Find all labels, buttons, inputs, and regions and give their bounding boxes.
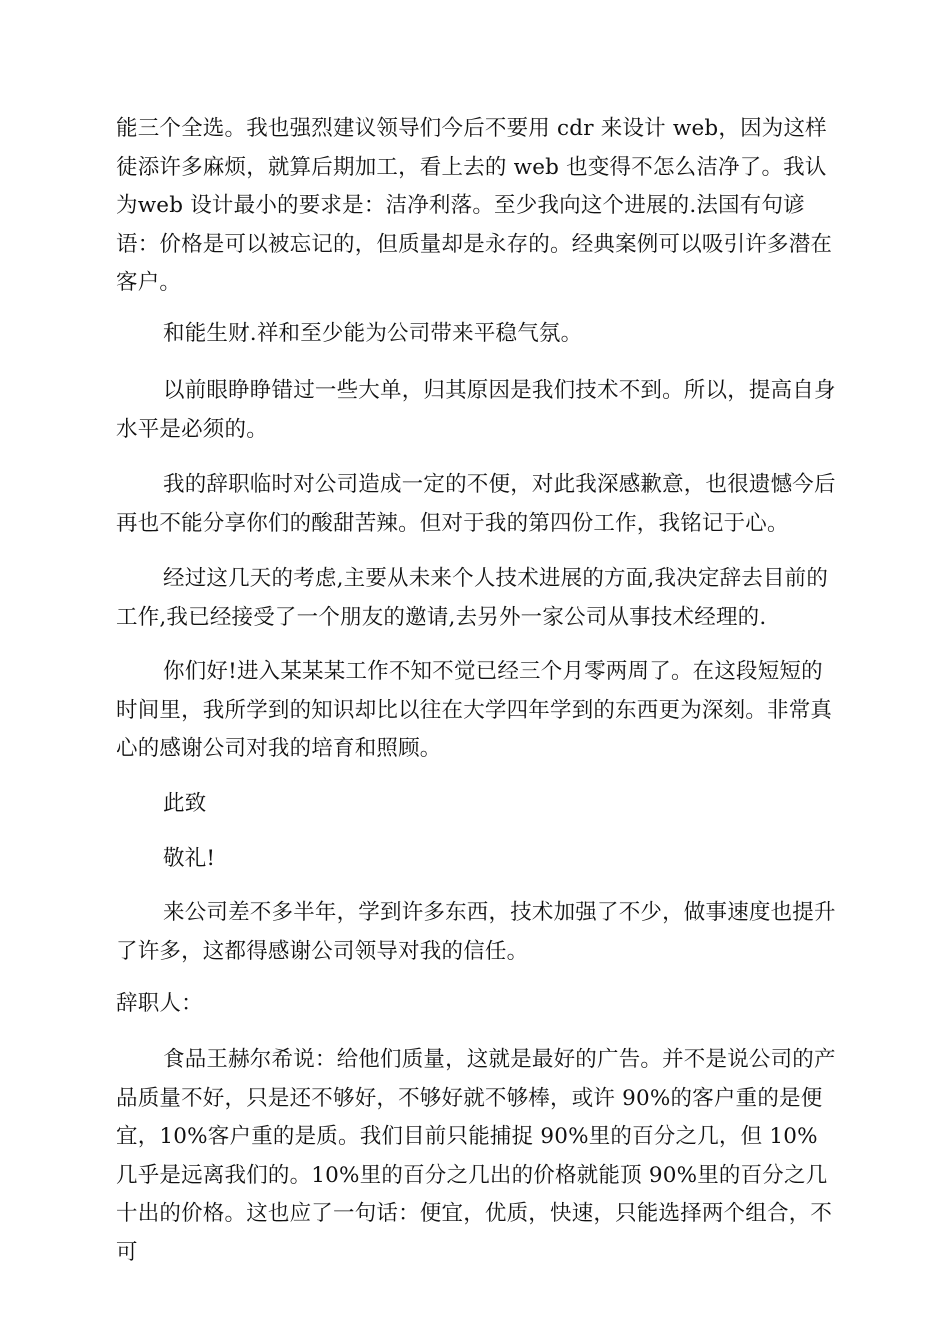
paragraph-1: 能三个全选。我也强烈建议领导们今后不要用 cdr 来设计 web，因为这样徒添许多麻烦，就算后期加工，看上去的 web 也变得不怎么洁净了。我认为web 设计最小的要求是：洁净利落。至少我向这个进展的.法国有句谚语：价格是可以被忘记的，但质量却是永存的。经典案例可以吸引许多潜在客户。	[116, 116, 833, 295]
closing-regards: 敬礼!	[163, 846, 216, 871]
paragraph-5: 经过这几天的考虑,主要从未来个人技术进展的方面,我决定辞去目前的工作,我已经接受了一个朋友的邀请,去另外一家公司从事技术经理的.	[116, 566, 829, 630]
paragraph-8: 食品王赫尔希说：给他们质量，这就是最好的广告。并不是说公司的产品质量不好，只是还不够好，不够好就不够棒，或许 90%的客户重的是便宜，10%客户重的是质。我们目前只能捕捉 90%里的百分之几，但 10%几乎是远离我们的。10%里的百分之几出的价格就能顶 90%里的百分之几十出的价格。这也应了一句话：便宜，优质，快速，只能选择两个组合，不可	[116, 1047, 836, 1265]
paragraph-7: 来公司差不多半年，学到许多东西，技术加强了不少，做事速度也提升了许多，这都得感谢公司领导对我的信任。	[116, 900, 836, 964]
paragraph-4: 我的辞职临时对公司造成一定的不便，对此我深感歉意，也很遗憾今后再也不能分享你们的酸甜苦辣。但对于我的第四份工作，我铭记于心。	[116, 472, 836, 536]
signature-label: 辞职人：	[116, 991, 203, 1016]
paragraph-2: 和能生财.祥和至少能为公司带来平稳气氛。	[163, 321, 583, 346]
paragraph-6: 你们好!进入某某某工作不知不觉已经三个月零两周了。在这段短短的时间里，我所学到的知识却比以往在大学四年学到的东西更为深刻。非常真心的感谢公司对我的培育和照顾。	[116, 659, 833, 761]
closing-salutation: 此致	[163, 791, 207, 816]
paragraph-3: 以前眼睁睁错过一些大单，归其原因是我们技术不到。所以，提高自身水平是必须的。	[116, 378, 836, 442]
